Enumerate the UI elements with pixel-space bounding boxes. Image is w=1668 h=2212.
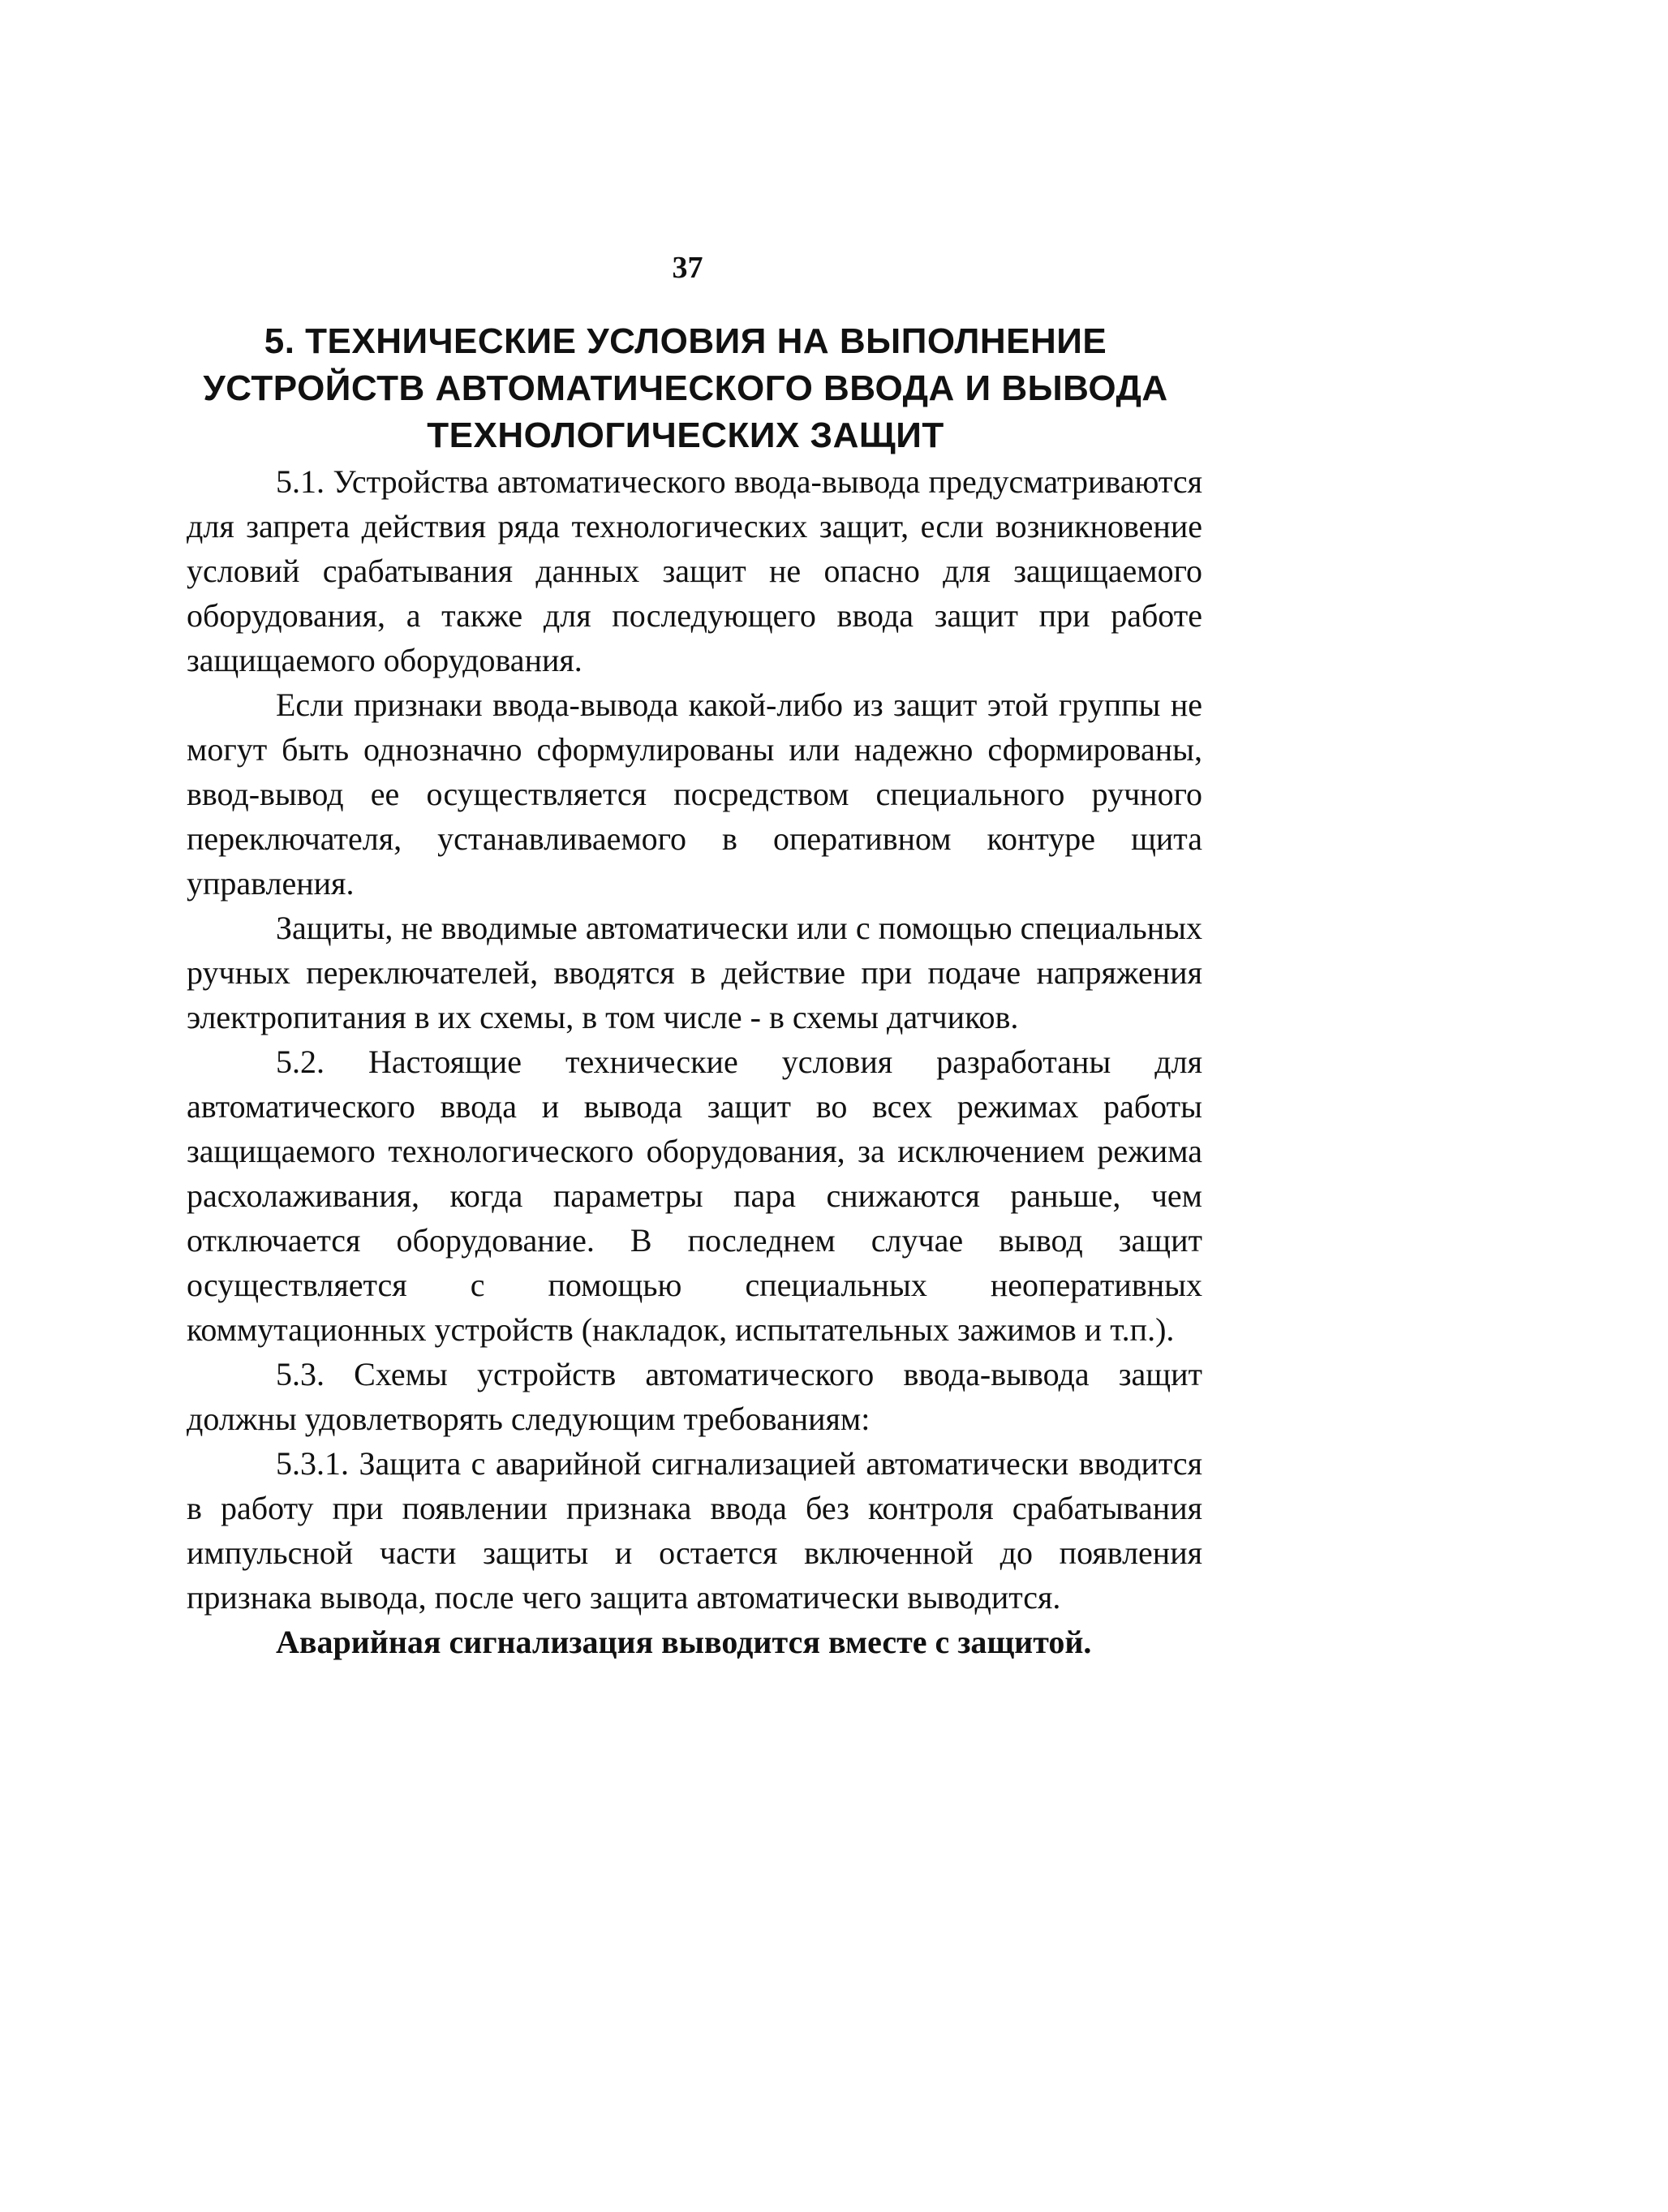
paragraph-5-3: 5.3. Схемы устройств автоматического ввода-вывода защит должны удовлетворять следующим требованиям: — [187, 1356, 1202, 1437]
chapter-title-line: УСТРОЙСТВ АВТОМАТИЧЕСКОГО ВВОДА И ВЫВОДА — [203, 368, 1168, 408]
paragraph-power-supply: Защиты, не вводимые автоматически или с помощью специальных ручных переключателей, вводятся в действие при подаче напряжения электропитания в их схемы, в том числе - в схемы датчиков. — [187, 910, 1202, 1035]
paragraph-5-1: 5.1. Устройства автоматического ввода-вывода предусматриваются для запрета действия ряда технологических защит, если возникновение условий срабатывания данных защит не опасно для защищаемого оборудования, а также для последующего ввода защит при работе защищаемого оборудования. — [187, 463, 1202, 678]
body-text — [187, 459, 1202, 1664]
paragraph-5-2: 5.2. Настоящие технические условия разработаны для автоматического ввода и вывода защит во всех режимах работы защищаемого технологического оборудования, за исключением режима расхолаживания, когда параметры пара снижаются раньше, чем отключается оборудование. В последнем случае вывод защит осуществляется с помощью специальных неоперативных коммутационных устройств (накладок, испытательных зажимов и т.п.). — [187, 1044, 1202, 1348]
chapter-title-line: 5. ТЕХНИЧЕСКИЕ УСЛОВИЯ НА ВЫПОЛНЕНИЕ — [264, 321, 1107, 361]
page-number: 37 — [672, 251, 703, 285]
paragraph-alarm: Аварийная сигнализация выводится вместе с защитой. — [276, 1624, 1092, 1660]
chapter-title — [187, 318, 1184, 459]
paragraph-manual-switch: Если признаки ввода-вывода какой-либо из защит этой группы не могут быть однозначно сформулированы или надежно сформированы, ввод-вывод ее осуществляется посредством специального ручного переключателя, устанавливаемого в оперативном контуре щита управления. — [187, 686, 1202, 902]
paragraph-5-3-1: 5.3.1. Защита с аварийной сигнализацией автоматически вводится в работу при появлении признака ввода без контроля срабатывания импульсной части защиты и остается включенной до появления признака вывода, после чего защита автоматически выводится. — [187, 1445, 1202, 1616]
chapter-title-line: ТЕХНОЛОГИЧЕСКИХ ЗАЩИТ — [427, 415, 944, 455]
